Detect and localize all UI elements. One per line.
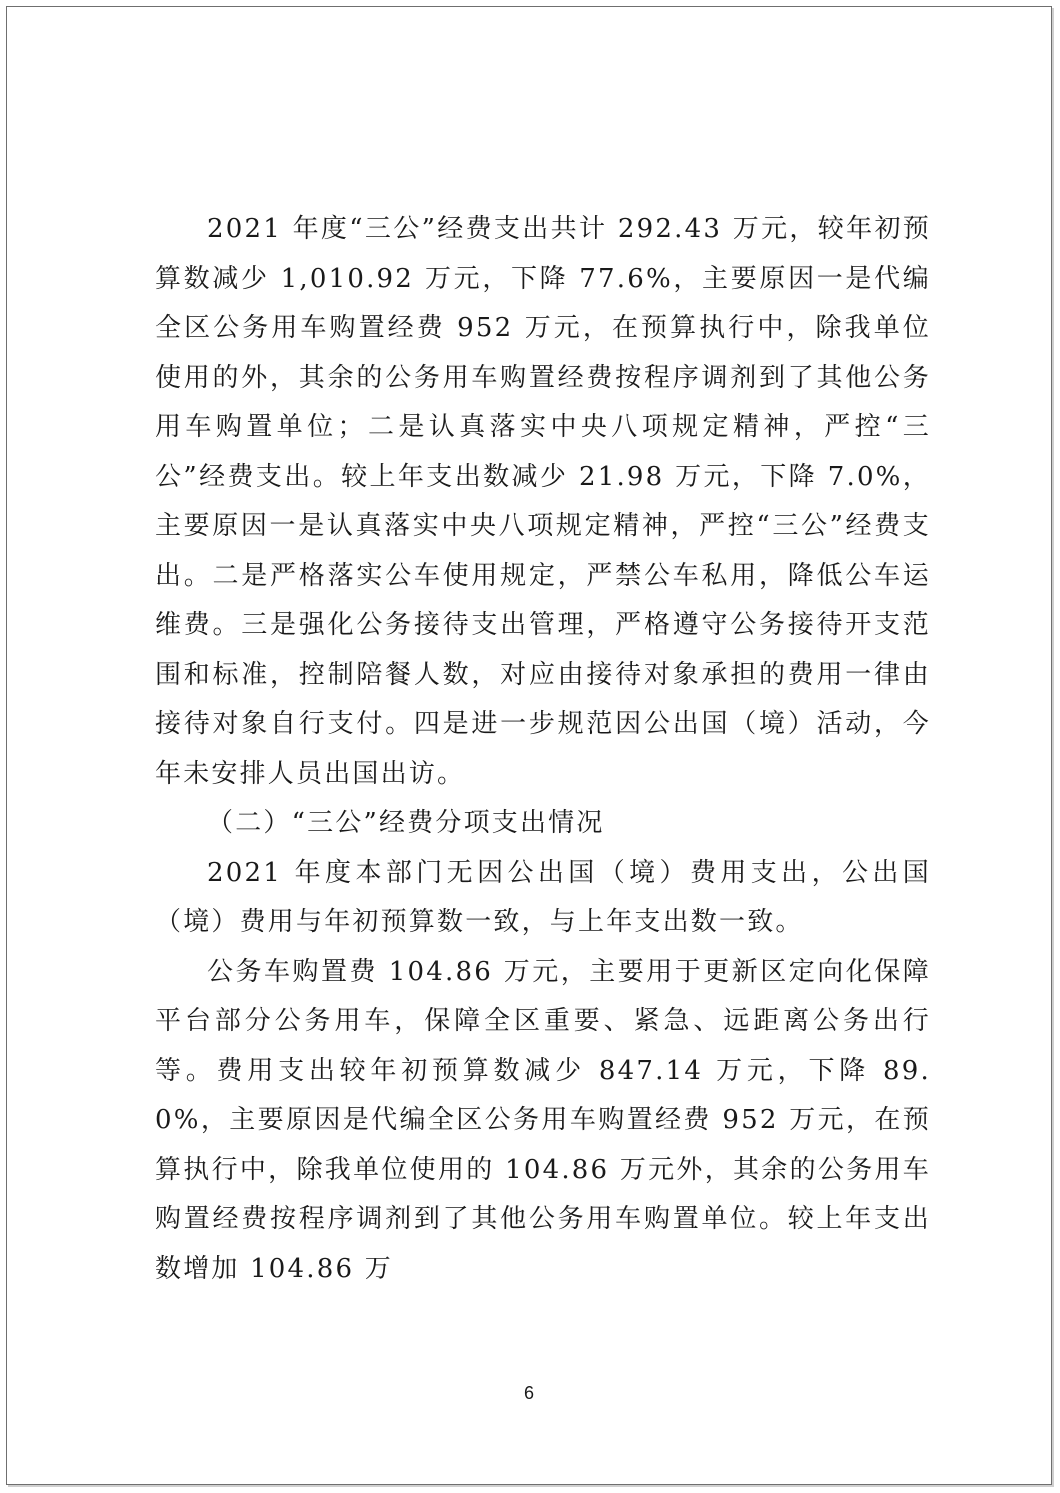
paragraph-vehicle-purchase: 公务车购置费 104.86 万元，主要用于更新区定向化保障平台部分公务用车，保障全区重要、紧急、远距离公务出行等。费用支出较年初预算数减少 847.14 万元，下降 89.0%，主要原因是代编全区公务用车购置经费 952 万元，在预算执行中，除我单位使用的 104.86 万元外，其余的公务用车购置经费按程序调剂到了其他公务用车购置单位。较上年支出数增加 104.86 万 [155,956,931,1284]
paragraph-three-public-overview: 2021 年度“三公”经费支出共计 292.43 万元，较年初预算数减少 1,010.92 万元，下降 77.6%，主要原因一是代编全区公务用车购置经费 952 万元，在预算执行中，除我单位使用的外，其余的公务用车购置经费按程序调剂到了其他公务用车购置单位；二是认真落实中央八项规定精神，严控“三公”经费支出。较上年支出数减少 21.98 万元，下降 7.0%，主要原因一是认真落实中央八项规定精神，严控“三公”经费支出。二是严格落实公车使用规定，严禁公车私用，降低公车运维费。三是强化公务接待支出管理，严格遵守公务接待开支范围和标准，控制陪餐人数，对应由接待对象承担的费用一律由接待对象自行支付。四是进一步规范因公出国（境）活动，今年未安排人员出国出访。 [155,214,931,789]
document-body [155,205,931,1294]
page-number: 6 [523,1383,534,1403]
section-heading-itemized-expenditure: （二）“三公”经费分项支出情况 [207,808,605,838]
paragraph-overseas-travel: 2021 年度本部门无因公出国（境）费用支出，公出国（境）费用与年初预算数一致，与上年支出数一致。 [155,857,931,937]
document-page [6,6,1052,1485]
